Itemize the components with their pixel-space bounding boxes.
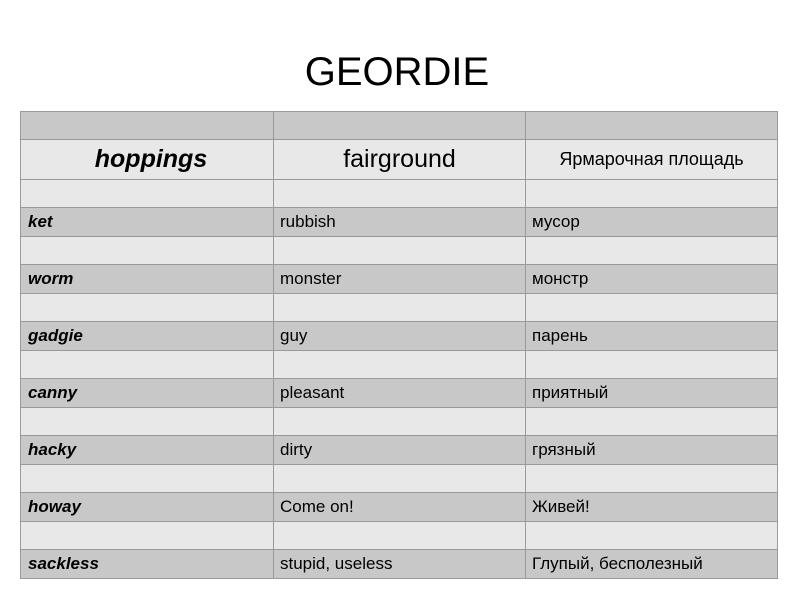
header-row <box>21 140 778 180</box>
english-meaning: dirty <box>274 436 526 465</box>
spacer-cell <box>21 522 274 550</box>
spacer-cell <box>274 465 526 493</box>
geordie-word: ket <box>21 208 274 237</box>
spacer-cell <box>21 465 274 493</box>
spacer-row <box>21 294 778 322</box>
header-band-cell <box>274 112 526 140</box>
spacer-row <box>21 408 778 436</box>
spacer-cell <box>21 294 274 322</box>
spacer-cell <box>526 237 778 265</box>
russian-meaning: мусор <box>526 208 778 237</box>
spacer-cell <box>526 294 778 322</box>
geordie-word: sackless <box>21 550 274 579</box>
russian-meaning: Живей! <box>526 493 778 522</box>
spacer-cell <box>274 237 526 265</box>
russian-meaning: приятный <box>526 379 778 408</box>
spacer-row <box>21 465 778 493</box>
english-meaning: guy <box>274 322 526 351</box>
vocabulary-table <box>20 111 778 579</box>
russian-meaning: монстр <box>526 265 778 294</box>
geordie-word: hacky <box>21 436 274 465</box>
spacer-cell <box>526 351 778 379</box>
table-row <box>21 550 778 579</box>
spacer-cell <box>274 180 526 208</box>
english-meaning: pleasant <box>274 379 526 408</box>
header-cell-russian: Ярмарочная площадь <box>526 140 778 180</box>
geordie-word: gadgie <box>21 322 274 351</box>
spacer-cell <box>21 351 274 379</box>
header-band-row <box>21 112 778 140</box>
spacer-cell <box>274 294 526 322</box>
geordie-word: canny <box>21 379 274 408</box>
header-cell-geordie: hoppings <box>21 140 274 180</box>
table-row <box>21 208 778 237</box>
spacer-row <box>21 237 778 265</box>
page-title: GEORDIE <box>304 50 490 94</box>
english-meaning: rubbish <box>274 208 526 237</box>
geordie-word: worm <box>21 265 274 294</box>
header-band-cell <box>526 112 778 140</box>
russian-meaning: парень <box>526 322 778 351</box>
spacer-cell <box>21 237 274 265</box>
table-row <box>21 265 778 294</box>
spacer-cell <box>274 408 526 436</box>
spacer-cell <box>21 408 274 436</box>
english-meaning: stupid, useless <box>274 550 526 579</box>
russian-meaning: грязный <box>526 436 778 465</box>
spacer-cell <box>526 408 778 436</box>
geordie-word: howay <box>21 493 274 522</box>
spacer-cell <box>274 351 526 379</box>
spacer-row <box>21 351 778 379</box>
spacer-row <box>21 180 778 208</box>
spacer-cell <box>526 465 778 493</box>
english-meaning: Come on! <box>274 493 526 522</box>
table-row <box>21 436 778 465</box>
spacer-cell <box>526 522 778 550</box>
spacer-cell <box>21 180 274 208</box>
english-meaning: monster <box>274 265 526 294</box>
header-cell-english: fairground <box>274 140 526 180</box>
spacer-cell <box>274 522 526 550</box>
spacer-row <box>21 522 778 550</box>
russian-meaning: Глупый, бесполезный <box>526 550 778 579</box>
table-row <box>21 379 778 408</box>
spacer-cell <box>526 180 778 208</box>
table-row <box>21 493 778 522</box>
table-row <box>21 322 778 351</box>
header-band-cell <box>21 112 274 140</box>
